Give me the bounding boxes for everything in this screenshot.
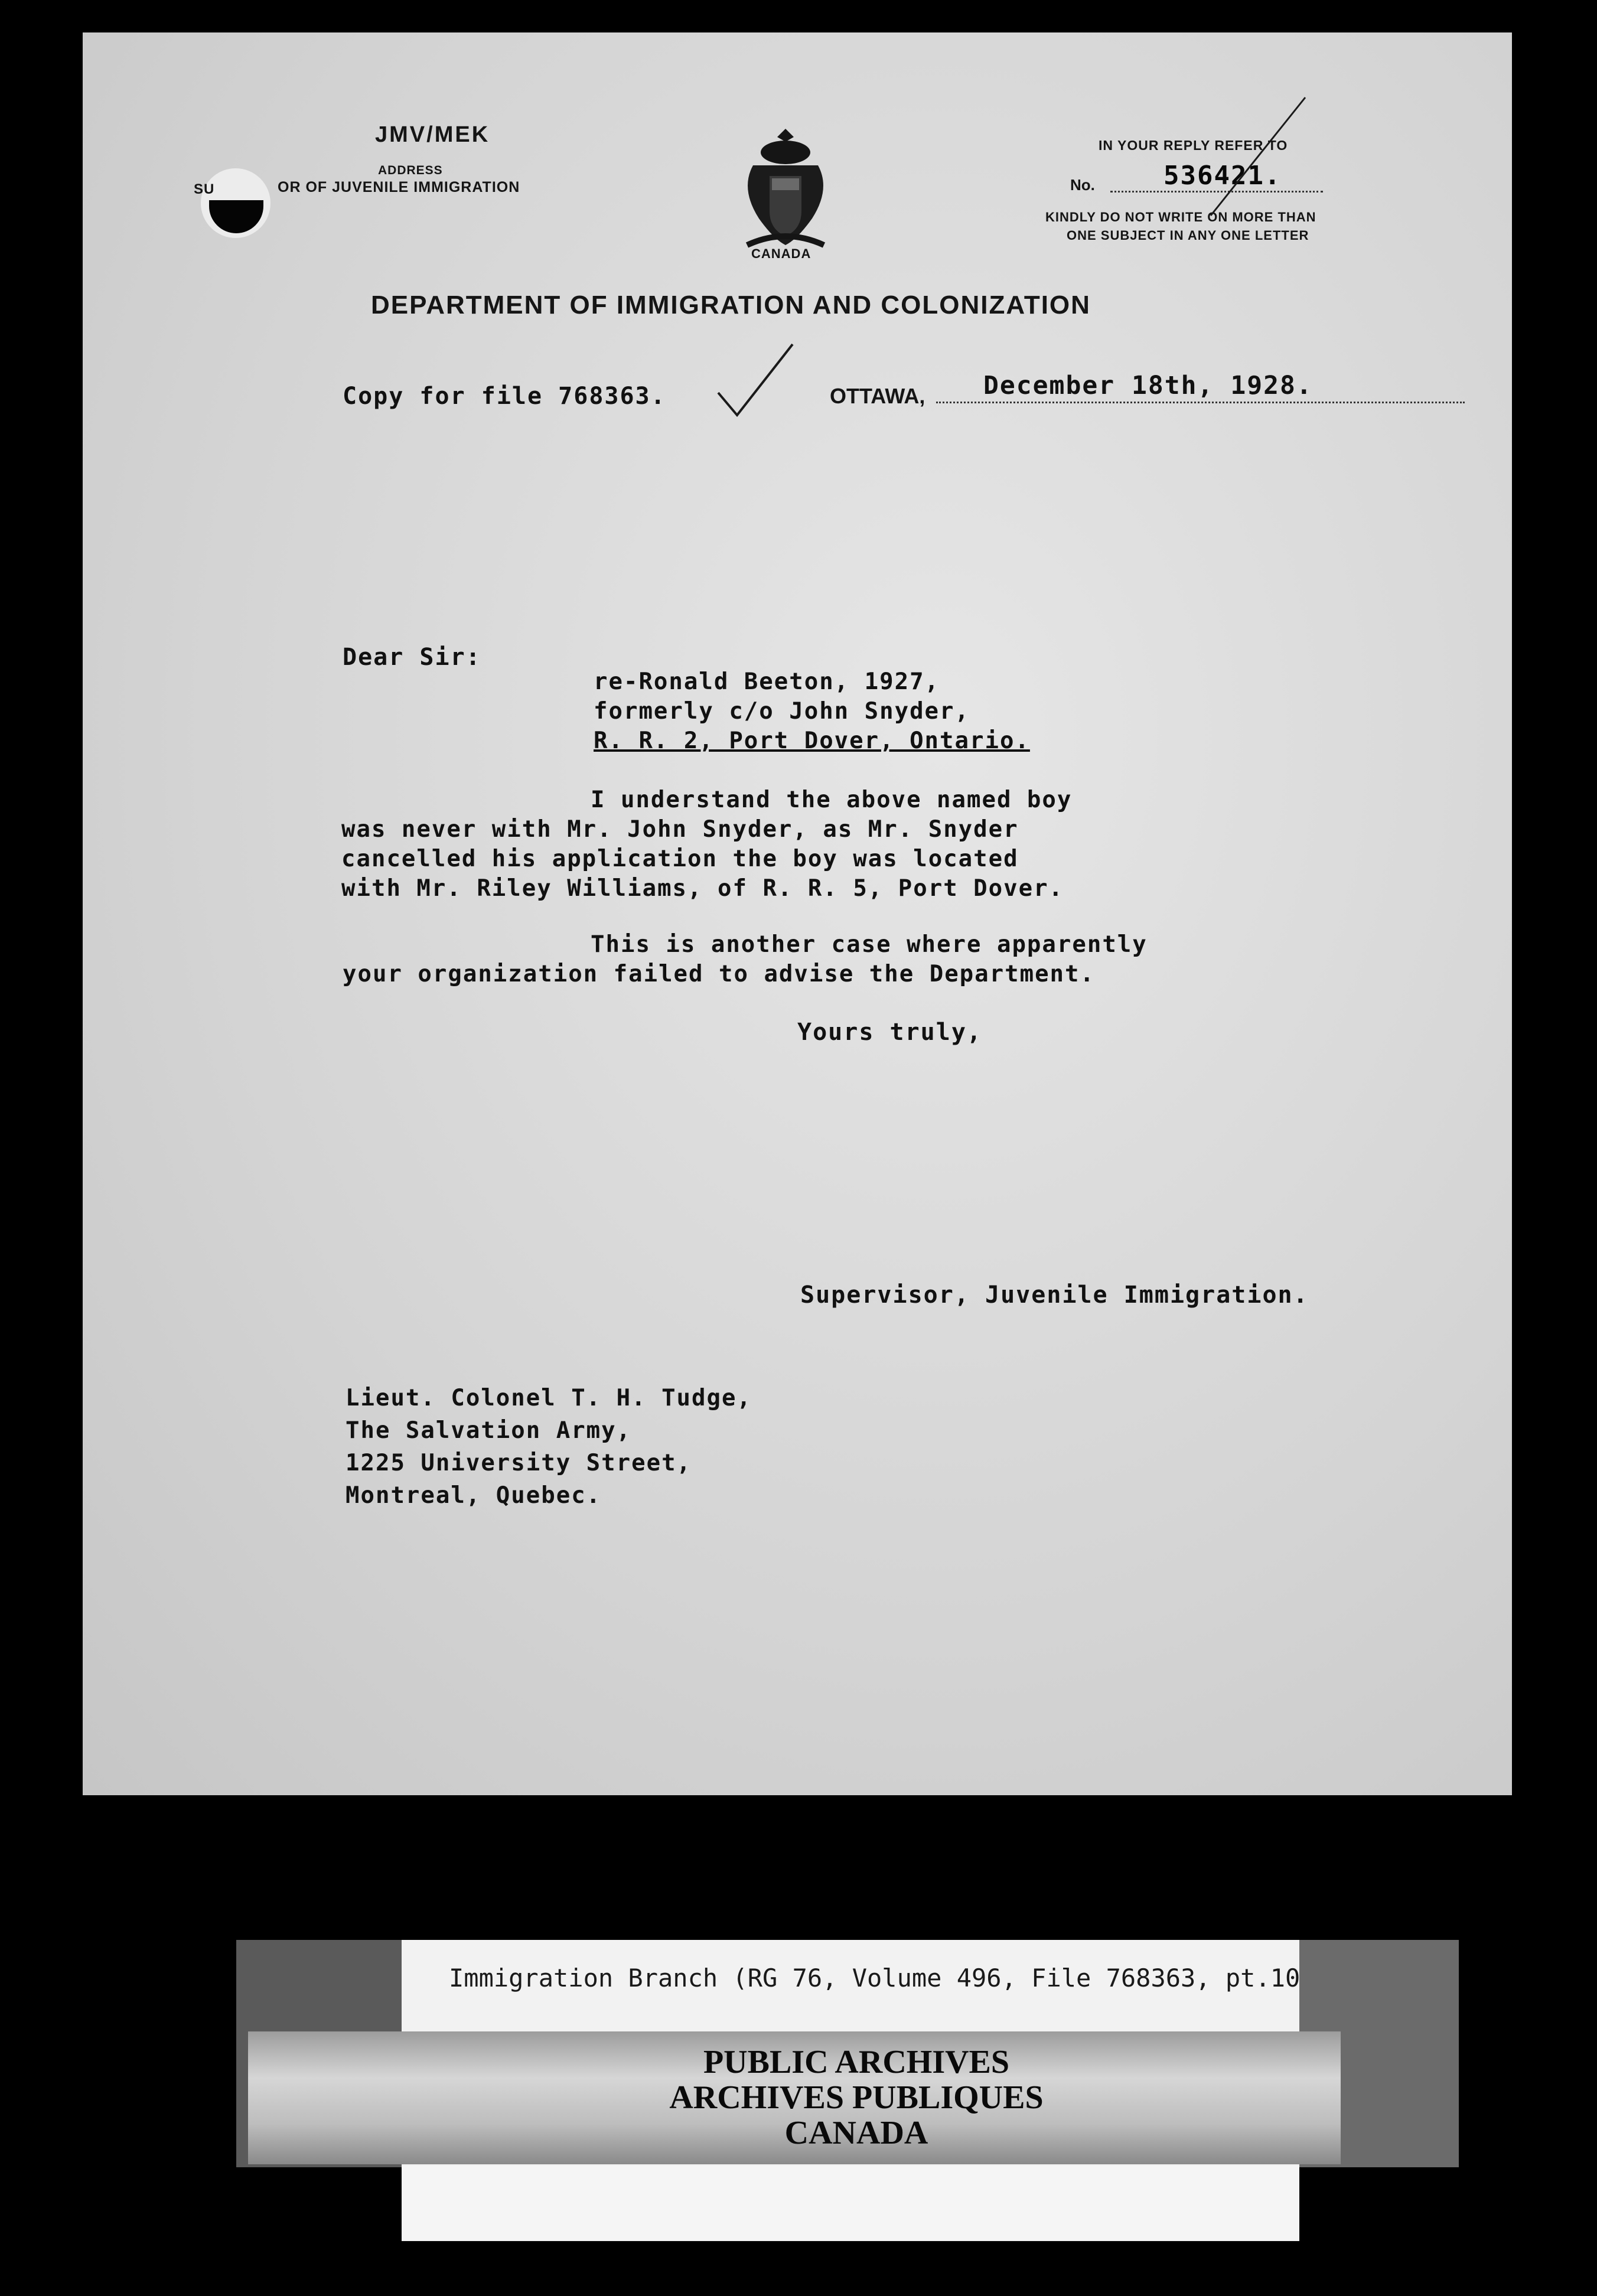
closing: Yours truly,	[797, 1019, 982, 1046]
salutation: Dear Sir:	[343, 644, 481, 671]
recipient-line: 1225 University Street,	[346, 1450, 692, 1476]
reply-label: IN YOUR REPLY REFER TO	[1099, 138, 1288, 153]
reply-number: 536421.	[1163, 161, 1282, 191]
country-label: CANADA	[751, 246, 811, 261]
re-line: R. R. 2, Port Dover, Ontario.	[594, 728, 1030, 754]
paragraph-line: with Mr. Riley Williams, of R. R. 5, Port Dover.	[341, 875, 1064, 902]
archive-reference: Immigration Branch (RG 76, Volume 496, File 768363, pt.10	[449, 1964, 1301, 1992]
file-initials: JMV/MEK	[375, 122, 490, 147]
stamp-line: ARCHIVES PUBLIQUES	[669, 2079, 1044, 2116]
checkmark-icon	[715, 340, 797, 422]
date-line	[936, 402, 1465, 403]
address-label: ADDRESS	[378, 164, 443, 177]
re-line: formerly c/o John Snyder,	[594, 698, 970, 725]
re-block	[594, 667, 1030, 756]
stamp-line: CANADA	[784, 2115, 928, 2151]
recipient-address	[346, 1382, 752, 1512]
punch-hole	[201, 168, 270, 238]
stamp-line: PUBLIC ARCHIVES	[703, 2044, 1010, 2080]
paragraph-line: cancelled his application the boy was located	[341, 846, 1019, 872]
paragraph-line: This is another case where apparently	[591, 931, 1148, 958]
paragraph-line: I understand the above named boy	[591, 787, 1073, 813]
signature-title: Supervisor, Juvenile Immigration.	[800, 1281, 1309, 1309]
department-title: DEPARTMENT OF IMMIGRATION AND COLONIZATION	[371, 291, 1091, 319]
coat-of-arms-icon	[735, 124, 836, 260]
paragraph-2	[343, 930, 1148, 989]
paragraph-line: was never with Mr. John Snyder, as Mr. Snyder	[341, 816, 1019, 843]
copy-for-file: Copy for file 768363.	[343, 383, 666, 410]
label-lower-strip	[402, 2166, 1299, 2240]
no-label: No.	[1070, 176, 1095, 194]
paragraph-line: your organization failed to advise the Department.	[343, 961, 1095, 987]
letter-date: December 18th, 1928.	[983, 371, 1313, 400]
addressee-fragment: OR OF JUVENILE IMMIGRATION	[278, 179, 520, 195]
recipient-line: Montreal, Quebec.	[346, 1482, 602, 1509]
pen-stroke-icon	[1205, 92, 1311, 221]
instruction-line-1: KINDLY DO NOT WRITE ON MORE THAN	[1045, 210, 1316, 224]
paragraph-1	[341, 785, 1072, 904]
re-line: re-Ronald Beeton, 1927,	[594, 668, 940, 695]
addressee-fragment-left: SU	[194, 181, 215, 197]
recipient-line: Lieut. Colonel T. H. Tudge,	[346, 1385, 752, 1411]
ottawa-label: OTTAWA,	[830, 384, 925, 408]
archives-stamp	[591, 2044, 1122, 2151]
recipient-line: The Salvation Army,	[346, 1417, 632, 1444]
instruction-line-2: ONE SUBJECT IN ANY ONE LETTER	[1067, 228, 1309, 243]
document-page	[83, 32, 1512, 1795]
